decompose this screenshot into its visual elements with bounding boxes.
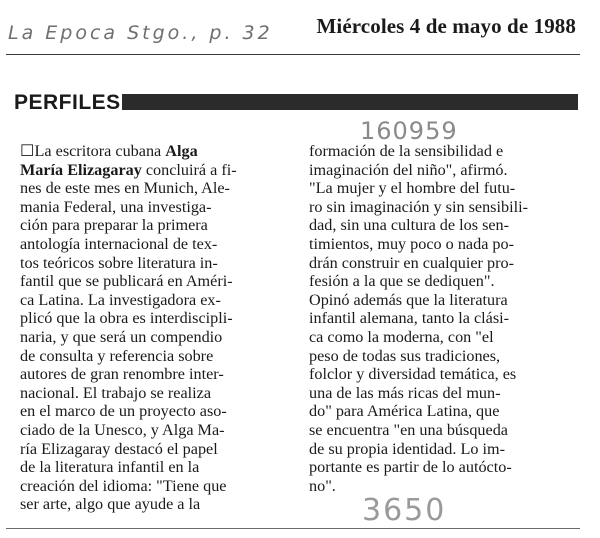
article-line: ca como la moderna, con "el (309, 327, 494, 346)
handwritten-source-note: La Epoca Stgo., p. 32 (8, 22, 273, 44)
article-line (20, 161, 290, 180)
article-line-text: ☐La escritora cubana (20, 142, 162, 160)
article-left-column (20, 142, 290, 514)
article-line: portante es partir de lo autócto- (309, 458, 512, 477)
article-line: autores de gran renombre inter- (20, 365, 224, 384)
article-line: no". (309, 476, 336, 495)
publication-date: Miércoles 4 de mayo de 1988 (316, 14, 576, 38)
header-rule (6, 54, 580, 55)
article-line: drán construir en cualquier pro- (309, 253, 514, 272)
article-line: creación del idioma: "Tiene que (20, 476, 227, 495)
article-line: formación de la sensibilidad e (309, 142, 504, 160)
article-line: ser arte, algo que ayude a la (20, 495, 201, 514)
article-right-column (309, 142, 579, 495)
article-line: en el marco de un proyecto aso- (20, 402, 227, 421)
article-line: de consulta y referencia sobre (20, 346, 214, 365)
article-line: plicó que la obra es interdiscipli- (20, 309, 233, 328)
article-line: ca Latina. La investigadora ex- (20, 290, 221, 309)
section-title: PERFILES (14, 91, 121, 114)
article-line: antología internacional de tex- (20, 234, 218, 253)
article-line: tos teóricos sobre literatura in- (20, 253, 218, 272)
article-line: nes de este mes en Munich, Ale- (20, 179, 230, 198)
article-line: timientos, muy poco o nada po- (309, 234, 515, 253)
article-line: "La mujer y el hombre del futu- (309, 179, 516, 198)
article-line: una de las más ricas del mun- (309, 383, 501, 402)
handwritten-catalog-number: 160959 (360, 117, 458, 145)
article-line: de la literatura infantil en la (20, 458, 200, 477)
author-name-part: María Elizagaray (20, 160, 142, 179)
article-line: de su propia identidad. Lo im- (309, 439, 506, 458)
article-line: dad, sin una cultura de los sen- (309, 216, 510, 235)
article-line: fesión a la que se dediquen". (309, 272, 495, 291)
article-line: mania Federal, una investiga- (20, 197, 212, 216)
handwritten-bottom-number: 3650 (362, 493, 447, 528)
article-line: fantil que se publicará en Améri- (20, 272, 233, 291)
article-line: ría Elizagaray destacó el papel (20, 439, 218, 458)
author-name-part: Alga (165, 142, 198, 160)
article-line: ciado de la Unesco, y Alga Ma- (20, 420, 225, 439)
section-bar (122, 94, 578, 110)
article-line: infantil alemana, tanto la clási- (309, 309, 510, 328)
article-line: peso de todas sus tradiciones, (309, 346, 501, 365)
article-line-text: concluirá a fi- (141, 160, 237, 179)
article-line: folclor y diversidad temática, es (309, 365, 517, 384)
article-line: ción para preparar la primera (20, 216, 208, 235)
article-line: se encuentra "en una búsqueda (309, 420, 508, 439)
article-line: naria, y que será un compendio (20, 327, 223, 346)
article-line: ro sin imaginación y sin sensibili- (309, 197, 528, 216)
article-line (20, 142, 290, 161)
article-line: Opinó además que la literatura (309, 290, 508, 309)
article-line: do" para América Latina, que (309, 402, 500, 421)
article-line: imaginación del niño", afirmó. (309, 160, 508, 179)
article-line: nacional. El trabajo se realiza (20, 383, 212, 402)
footer-rule (6, 528, 580, 529)
